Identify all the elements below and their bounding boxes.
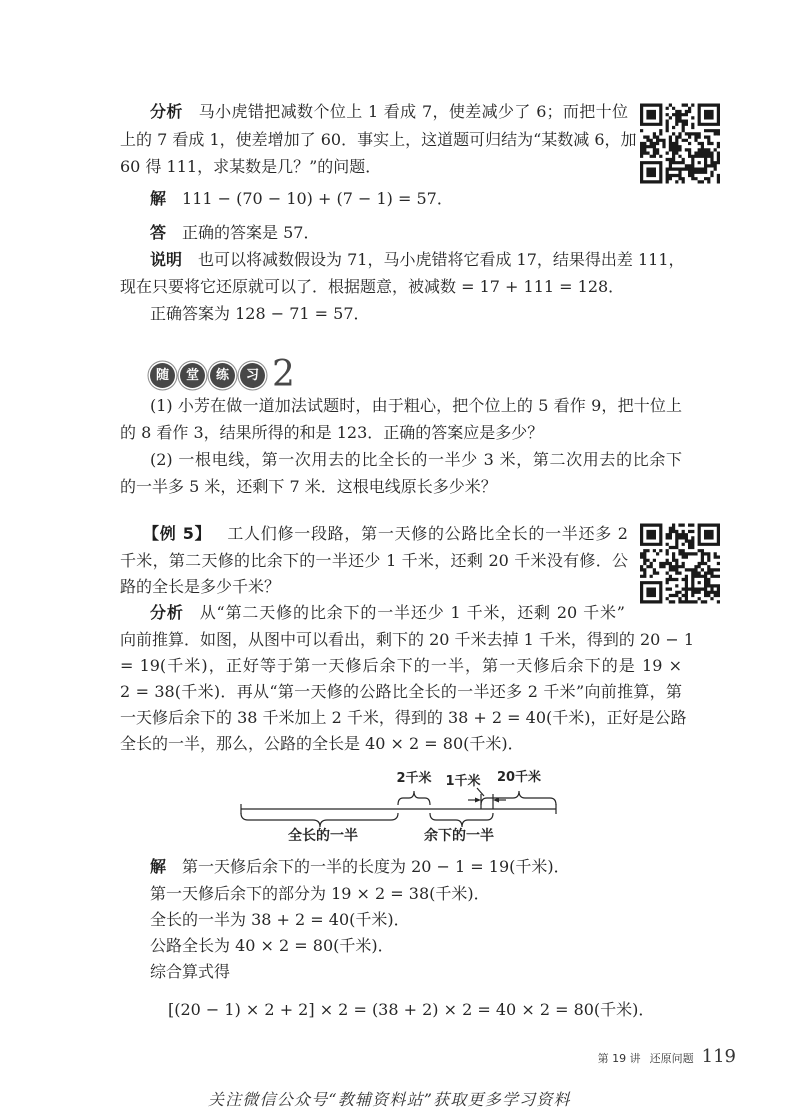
practice-title-char-4: 习 [240,363,265,388]
watermark: 关注微信公众号“教辅资料站”获取更多学习资料 [208,1090,571,1109]
footer-topic: 还原问题 [649,1052,694,1065]
label-1km: 1千米 [445,774,481,789]
brace-2km [398,791,430,805]
solution-label: 解 [150,189,167,208]
example-label: 【例 5】 [143,524,212,543]
solution-2-line-4: 公路全长为 40 × 2 = 80(千米)． [150,936,394,955]
solution-2-line-5: 综合算式得 [150,962,231,981]
practice-q2-line-2: 的一半多 5 米，还剩下 7 米．这根电线原长多少米？ [120,477,497,496]
qr-code-example [640,523,720,604]
qr-modules [640,104,720,184]
practice-title-char-2: 堂 [180,363,205,388]
brace-half-total [241,813,398,827]
label-20km: 20千米 [496,770,542,785]
page-footer [598,1046,736,1072]
analysis-1-line-2: 上的 7 看成 1，使差增加了 60．事实上，这道题可归结为“某数减 6，加 [120,130,637,149]
analysis-2-line-6: 全长的一半，那么，公路的全长是 40 × 2 = 80(千米)． [120,734,524,753]
qr-code-top [640,103,720,184]
example-5-line-1 [143,523,628,545]
analysis-2-line-4: 2 = 38(千米)．再从“第一天修的公路比全长的一半还多 2 千米”向前推算，第 [120,682,682,701]
answer-label: 答 [150,223,167,242]
solution-2-line-1 [150,856,570,878]
note-label: 说明 [150,250,183,269]
solution-label: 解 [150,857,167,876]
brace-20km [481,791,556,805]
note-1-line-1 [150,249,685,271]
note-text: 也可以将减数假设为 71，马小虎错将它看成 17，结果得出差 111， [198,250,685,269]
example-5-line-2: 千米，第二天修的比余下的一半还少 1 千米，还剩 20 千米没有修．公 [120,551,628,570]
label-half-total: 全长的一半 [288,828,358,844]
solution-2-line-3: 全长的一半为 38 + 2 = 40(千米)． [150,910,410,929]
example-5-line-3: 路的全长是多少千米？ [120,577,281,596]
analysis-label: 分析 [150,102,183,121]
analysis-label: 分析 [150,603,184,622]
solution-text: 第一天修后余下的一半的长度为 20 − 1 = 19(千米)． [182,857,570,876]
page-number: 119 [701,1046,736,1067]
analysis-2-line-3: = 19(千米)，正好等于第一天修后余下的一半，第一天修后余下的是 19 × [120,656,682,675]
practice-title-char-1: 随 [150,363,175,388]
qr-modules [640,524,720,604]
practice-q1-line-2: 的 8 看作 3，结果所得的和是 123．正确的答案应是多少？ [120,423,544,442]
label-2km: 2千米 [396,771,432,786]
practice-number: 2 [272,354,295,395]
solution-2-line-2: 第一天修后余下的部分为 19 × 2 = 38(千米)． [150,884,490,903]
analysis-text: 马小虎错把减数个位上 1 看成 7，使差减少了 6；而把十位 [198,102,628,121]
solution-text: 111 − (70 − 10) + (7 − 1) = 57． [182,189,453,208]
solution-1-line [150,188,453,210]
answer-text: 正确的答案是 57． [182,223,320,242]
analysis-1-line-3: 60 得 111，求某数是几？”的问题． [120,157,382,176]
brace-half-remaining [430,813,493,827]
example-text: 工人们修一段路，第一天修的公路比全长的一半还多 2 [227,524,628,543]
footer-lecture: 第 19 讲 [597,1052,641,1065]
practice-q1-line-1: (1) 小芳在做一道加法试题时，由于粗心，把个位上的 5 看作 9，把十位上 [150,396,682,415]
analysis-2-line-1 [150,602,625,624]
practice-q2-line-1: (2) 一根电线，第一次用去的比全长的一半少 3 米，第二次用去的比余下 [150,450,682,469]
note-1-correct-answer: 正确答案为 128 − 71 = 57． [150,304,370,323]
answer-1-line [150,222,319,244]
practice-title-char-3: 练 [210,363,235,388]
practice-header [150,354,295,395]
label-half-remaining: 余下的一半 [424,828,494,844]
analysis-2-line-2: 向前推算．如图，从图中可以看出，剩下的 20 千米去掉 1 千米，得到的 20 − 1 [120,630,695,649]
solution-2-formula: [(20 − 1) × 2 + 2] × 2 = (38 + 2) × 2 = 40 × 2 = 80(千米)． [168,1000,655,1019]
analysis-2-line-5: 一天修后余下的 38 千米加上 2 千米，得到的 38 + 2 = 40(千米)，正好是公路 [120,708,687,727]
analysis-1-line-1 [150,101,628,123]
road-diagram [220,758,580,848]
arrow-1km-left-head [475,798,481,803]
note-1-line-2: 现在只要将它还原就可以了．根据题意，被减数 = 17 + 111 = 128． [120,277,625,296]
analysis-text: 从“第二天修的比余下的一半还少 1 千米，还剩 20 千米” [199,603,625,622]
